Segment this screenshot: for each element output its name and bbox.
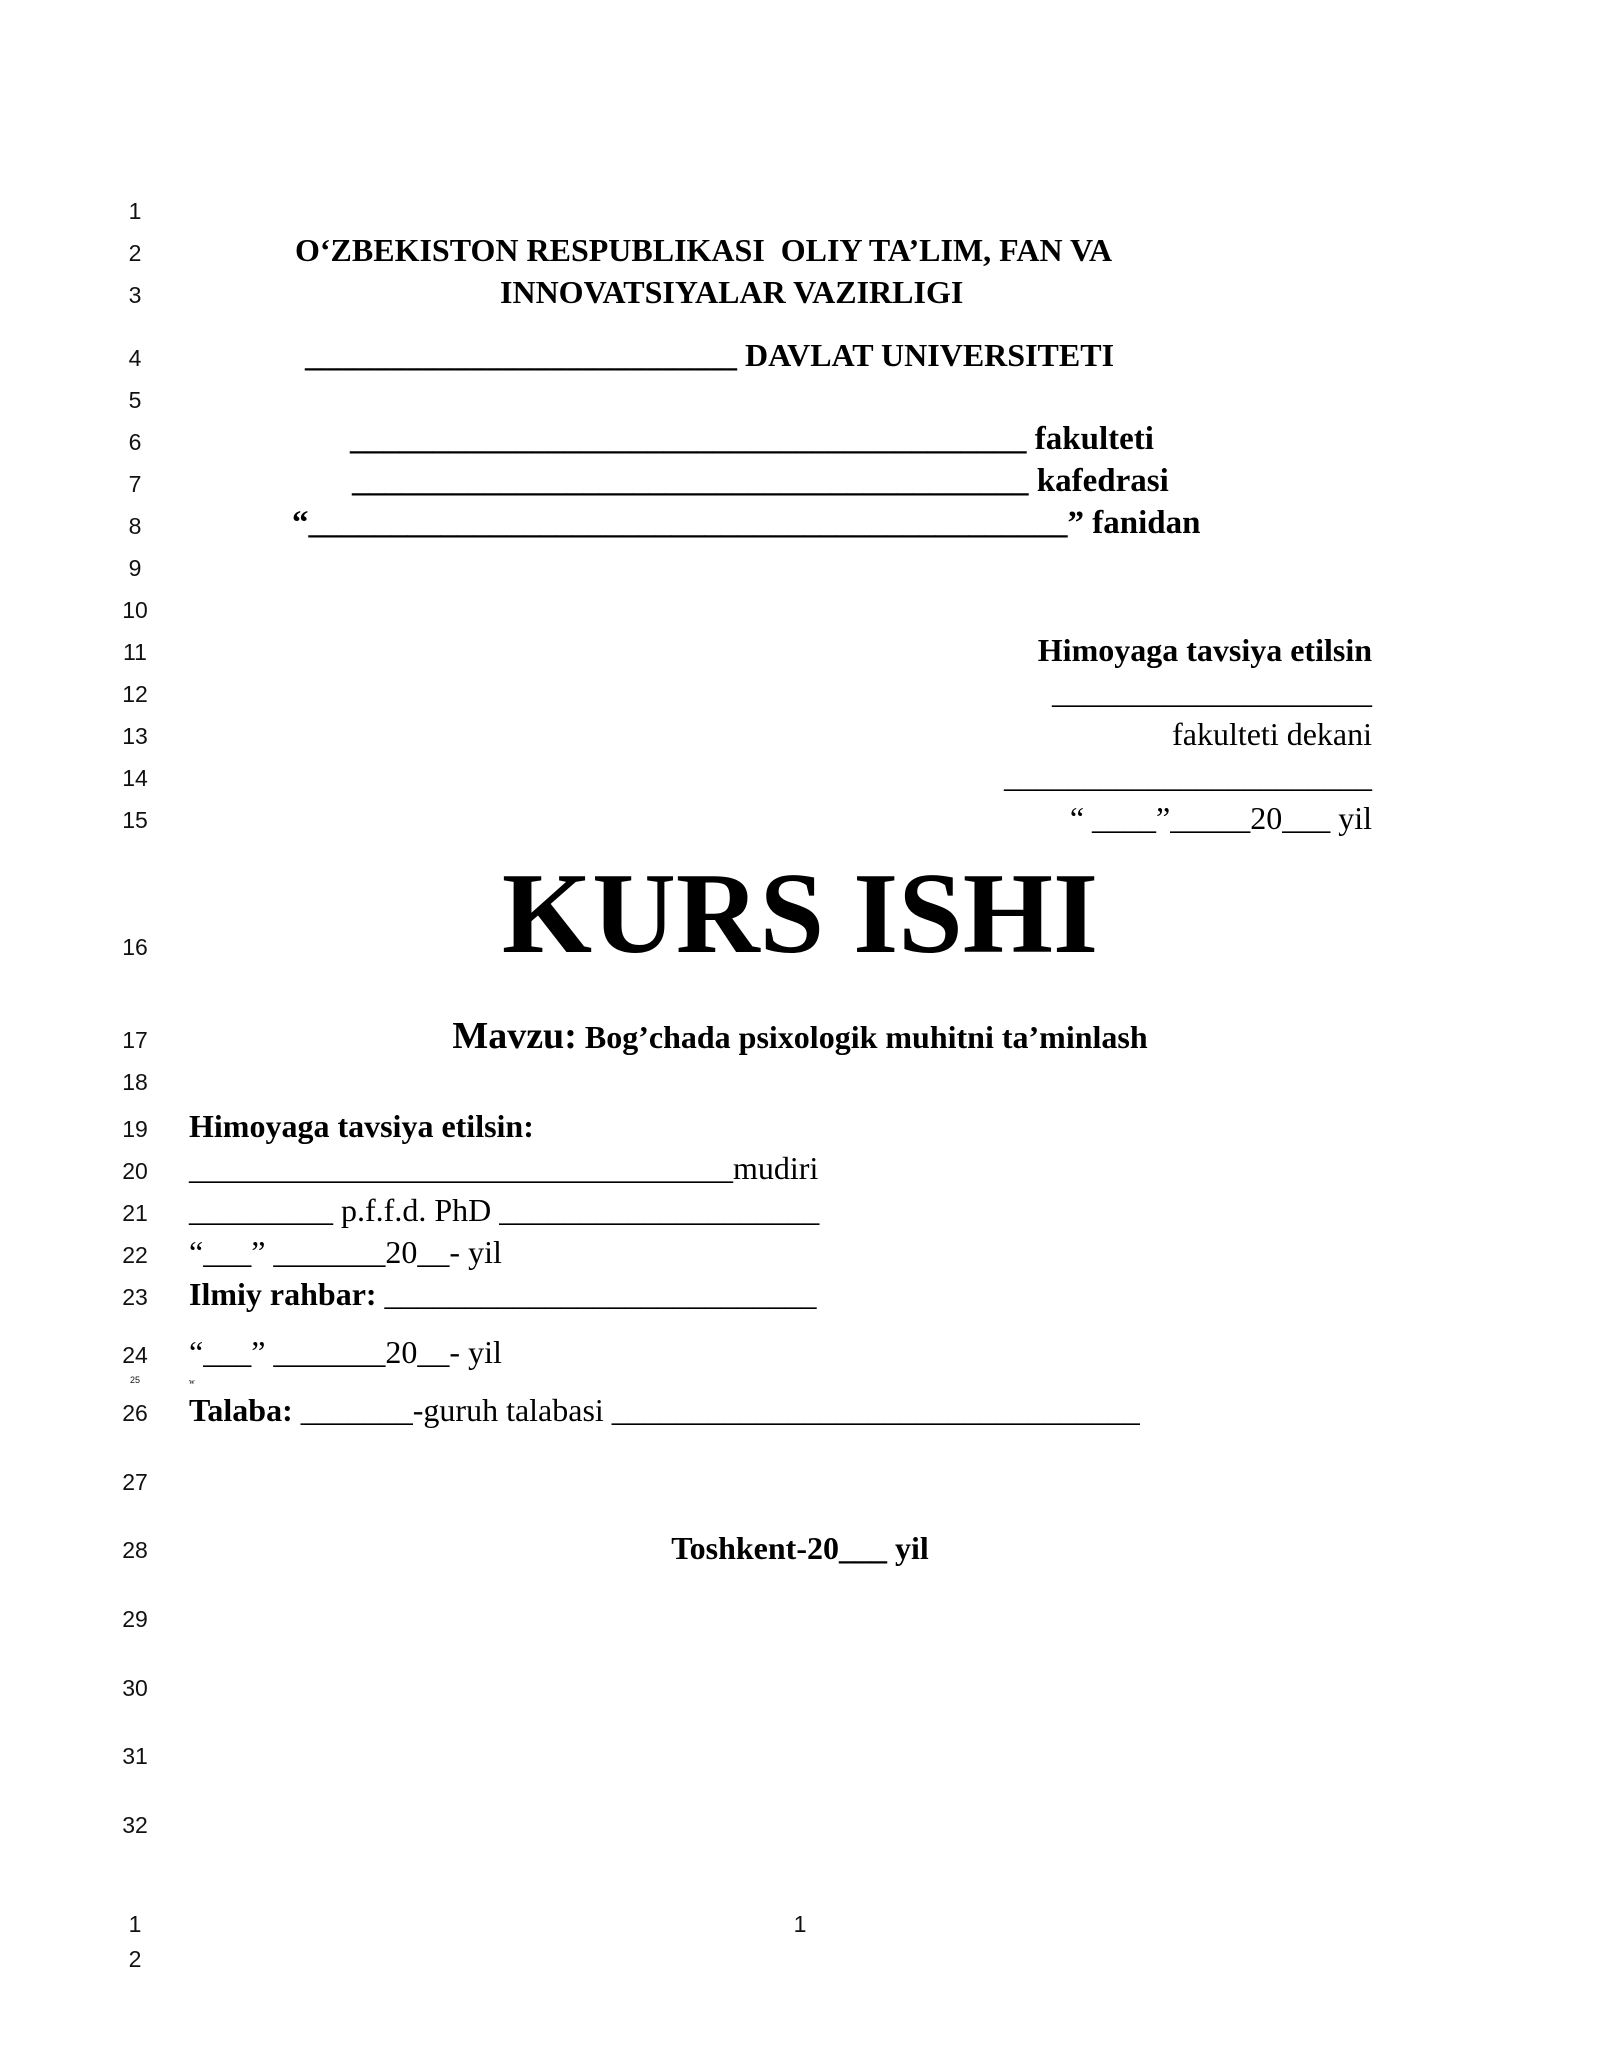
line-number: 2 <box>128 1946 142 1972</box>
line-number: 29 <box>122 1606 148 1632</box>
line-number: 1 <box>128 198 142 224</box>
line-number: 1 <box>128 1911 142 1937</box>
line-number: 15 <box>122 807 148 833</box>
line-number: 24 <box>122 1342 148 1368</box>
approval-bottom-title: Himoyaga tavsiya etilsin: <box>189 1108 534 1144</box>
student-signature-line: _______-guruh talabasi _________________________________ <box>292 1392 1140 1428</box>
line-number: 10 <box>122 597 148 623</box>
line-number: 9 <box>128 555 142 581</box>
line-number: 6 <box>128 429 142 455</box>
student-label: Talaba: <box>189 1392 293 1428</box>
line-number: 17 <box>122 1027 148 1053</box>
city-year: Toshkent-20___ yil <box>671 1530 929 1566</box>
line-number: 4 <box>128 345 142 371</box>
line-number: 3 <box>128 282 142 308</box>
line-number: 27 <box>122 1469 148 1495</box>
line-number: 18 <box>122 1069 148 1095</box>
line-number: 30 <box>122 1675 148 1701</box>
line-number: 7 <box>128 471 142 497</box>
line-number: 28 <box>122 1537 148 1563</box>
approval-top-title: Himoyaga tavsiya etilsin <box>1037 632 1372 668</box>
line-number: 8 <box>128 513 142 539</box>
line-number: 23 <box>122 1284 148 1310</box>
department-line: _________________________________________ kafedrasi <box>352 463 1169 499</box>
line-number: 5 <box>128 387 142 413</box>
line-number: 21 <box>122 1200 148 1226</box>
ministry-line-1: O‘ZBEKISTON RESPUBLIKASI OLIY TA’LIM, FAN VA <box>295 232 1113 268</box>
line-number: 13 <box>122 723 148 749</box>
ministry-line-2: INNOVATSIYALAR VAZIRLIGI <box>500 274 964 310</box>
approval-top-date: “ ____”_____20___ yil <box>1069 800 1372 836</box>
topic-label: Mavzu: <box>452 1015 577 1057</box>
line-number: 22 <box>122 1242 148 1268</box>
supervisor-line <box>189 1276 817 1313</box>
line-number: 25 <box>129 1375 140 1385</box>
student-line <box>189 1392 1140 1429</box>
supervisor-label: Ilmiy rahbar: <box>189 1276 377 1312</box>
document-title: KURS ISHI <box>501 850 1099 978</box>
approval-bottom-date-2: “___” _______20__- yil <box>189 1334 502 1370</box>
line-number: 11 <box>123 639 147 665</box>
line-number: 19 <box>122 1116 148 1142</box>
dean-label: fakulteti dekani <box>1172 716 1372 752</box>
line-number: 2 <box>128 240 142 266</box>
university-line: ___________________________ DAVLAT UNIVERSITETI <box>305 337 1115 373</box>
line-number: 26 <box>122 1400 148 1426</box>
line-number: 12 <box>122 681 148 707</box>
page-number: 1 <box>793 1911 807 1937</box>
subject-line: “______________________________________________” fanidan <box>292 505 1201 541</box>
department-head-line: __________________________________mudiri <box>189 1150 819 1186</box>
faculty-line: _________________________________________ fakulteti <box>350 421 1154 457</box>
approval-top-signature-line: ____________________ <box>1052 674 1372 710</box>
approval-bottom-date-1: “___” _______20__- yil <box>189 1234 502 1270</box>
topic-line <box>0 1014 1600 1058</box>
line-number: 16 <box>122 934 148 960</box>
line-number: 32 <box>122 1812 148 1838</box>
degree-line: _________ p.f.f.d. PhD ____________________ <box>189 1192 820 1228</box>
topic-value: Bog’chada psixologik muhitni ta’minlash <box>576 1019 1148 1055</box>
dean-name-line: _______________________ <box>1004 758 1372 794</box>
line-number: 14 <box>122 765 148 791</box>
supervisor-signature-line: ___________________________ <box>376 1276 817 1312</box>
line-number: 20 <box>122 1158 148 1184</box>
tiny-mark: w <box>189 1377 195 1386</box>
line-number: 31 <box>122 1743 148 1769</box>
